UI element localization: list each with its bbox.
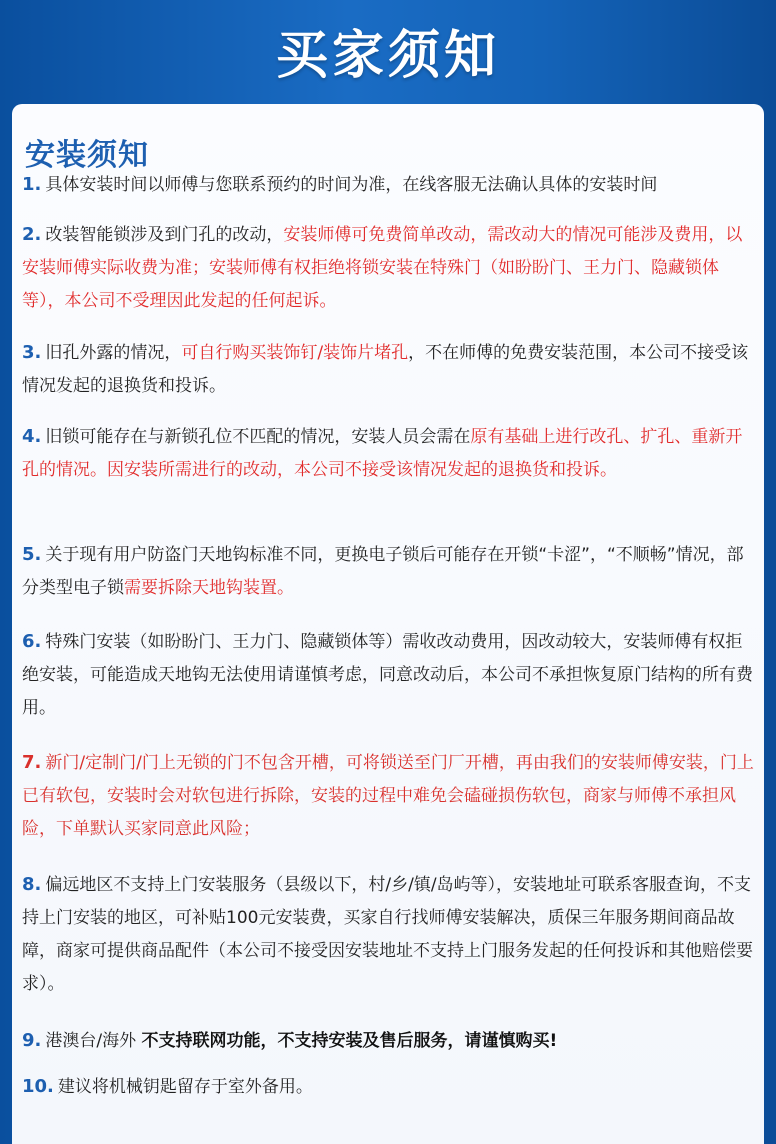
item-text: 关于现有用户防盗门天地钩标准不同，更换电子锁后可能存在开锁“卡涩”，“不顺畅”情况，部分类型电子锁 [22, 545, 744, 598]
item-text: 特殊门安装（如盼盼门、王力门、隐藏锁体等）需收改动费用，因改动较大，安装师傅有权拒绝安装，可能造成天地钩无法使用请谨慎考虑，同意改动后，本公司不承担恢复原门结构的所有费用。 [22, 632, 753, 718]
notice-item-4 [22, 420, 757, 487]
item-text: 旧孔外露的情况， [45, 343, 182, 363]
item-number: 1. [22, 174, 42, 195]
item-text: 改装智能锁涉及到门孔的改动， [45, 225, 284, 245]
item-text-bold: 不支持联网功能，不支持安装及售后服务，请谨慎购买! [141, 1031, 558, 1051]
item-number: 8. [22, 874, 42, 895]
item-text-highlight: 新门/定制门/门上无锁的门不包含开槽，可将锁送至门厂开槽，再由我们的安装师傅安装，门上已有软包，安装时会对软包进行拆除，安装的过程中难免会磕碰损伤软包，商家与师傅不承担风险，下单默认买家同意此风险； [22, 753, 754, 839]
page-title: 买家须知 [275, 25, 500, 86]
item-text-highlight: 可自行购买装饰钉/装饰片堵孔 [181, 343, 409, 363]
item-text-highlight: 安装师傅可免费简单改动，需改动大的情况可能涉及费用，以安装师傅实际收费为准；安装师傅有权拒绝将锁安装在特殊门（如盼盼门、王力门、隐藏锁体等），本公司不受理因此发起的任何起诉。 [22, 225, 743, 311]
notice-item-6 [22, 625, 757, 725]
item-number: 7. [22, 752, 42, 773]
header-banner [0, 0, 776, 100]
item-number: 6. [22, 631, 42, 652]
item-text: 偏远地区不支持上门安装服务（县级以下，村/乡/镇/岛屿等），安装地址可联系客服查询，不支持上门安装的地区，可补贴100元安装费，买家自行找师傅安装解决，质保三年服务期间商品故障，商家可提供商品配件（本公司不接受因安装地址不支持上门服务发起的任何投诉和其他赔偿要求）。 [22, 875, 753, 994]
item-number: 9. [22, 1030, 42, 1051]
notice-item-3 [22, 336, 757, 403]
notice-item-2 [22, 218, 757, 318]
item-text: 港澳台/海外 [45, 1031, 142, 1051]
item-text-highlight: 需要拆除天地钩装置。 [124, 578, 294, 598]
item-text: ，不在师傅的免费安装范围，本公司不接受该情况发起的退换货和投诉。 [22, 343, 749, 396]
item-text: 建议将机械钥匙留存于室外备用。 [57, 1077, 313, 1097]
item-number: 3. [22, 342, 42, 363]
notice-item-1 [22, 168, 757, 202]
notice-card [12, 104, 764, 1144]
section-title: 安装须知 [25, 138, 149, 173]
notice-item-7 [22, 746, 757, 846]
item-text-highlight: 原有基础上进行改孔、扩孔、重新开孔的情况。因安装所需进行的改动，本公司不接受该情况发起的退换货和投诉。 [22, 427, 743, 480]
item-text: 旧锁可能存在与新锁孔位不匹配的情况，安装人员会需在 [45, 427, 471, 447]
item-text: 具体安装时间以师傅与您联系预约的时间为准，在线客服无法确认具体的安装时间 [45, 175, 658, 195]
notice-item-5 [22, 538, 757, 605]
item-number: 10. [22, 1076, 54, 1097]
notice-item-9 [22, 1024, 757, 1058]
item-number: 4. [22, 426, 42, 447]
notice-item-8 [22, 868, 757, 1001]
item-number: 2. [22, 224, 42, 245]
item-number: 5. [22, 544, 42, 565]
notice-item-10 [22, 1070, 757, 1104]
